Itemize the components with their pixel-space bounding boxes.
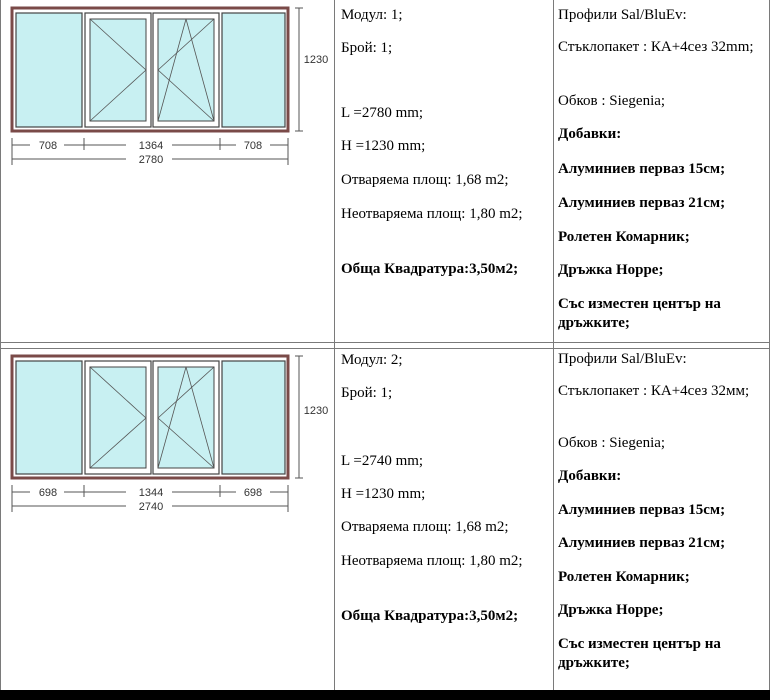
extra-item: Ролетен Комарник; (558, 569, 690, 585)
extra-item: Алуминиев перваз 15см; (558, 502, 726, 518)
profiles-line: Профили Sal/BluEv: (558, 7, 687, 23)
extras-heading: Добавки: (558, 468, 622, 484)
right-pane-width-label: 698 (243, 487, 263, 499)
middle-width-label: 1364 (138, 140, 164, 152)
extra-item: Ролетен Комарник; (558, 229, 690, 245)
hardware-line: Обков : Siegenia; (558, 435, 666, 451)
length-value: L =2780 mm; (341, 105, 424, 121)
module-1-details (558, 0, 770, 342)
total-area: Обща Квадратура:3,50м2; (341, 261, 519, 277)
right-pane-width-label: 708 (243, 140, 263, 152)
glass-unit-line: Стъклопакет : КА+4сез 32мм; (558, 383, 750, 399)
window-drawing-module-1 (0, 0, 334, 175)
extra-item: Дръжка Hoppe; (558, 262, 664, 278)
module-number: Модул: 1; (341, 7, 403, 23)
bottom-edge-bar (0, 690, 770, 700)
column-divider (334, 0, 335, 690)
opening-area: Отваряема площ: 1,68 m2; (341, 519, 509, 535)
module-2-details (558, 348, 770, 690)
total-width-label: 2740 (138, 501, 164, 513)
extras-heading: Добавки: (558, 126, 622, 142)
module-1-specs (341, 0, 551, 342)
height-dimension-label: 1230 (303, 405, 329, 417)
left-pane-width-label: 698 (38, 487, 58, 499)
left-pane-width-label: 708 (38, 140, 58, 152)
fixed-area: Неотваряема площ: 1,80 m2; (341, 553, 523, 569)
profiles-line: Профили Sal/BluEv: (558, 351, 687, 367)
total-area: Обща Квадратура:3,50м2; (341, 608, 519, 624)
glass-unit-line: Стъклопакет : КА+4сез 32mm; (558, 39, 754, 55)
module-2-specs (341, 348, 551, 690)
unit-count: Брой: 1; (341, 40, 393, 56)
middle-width-label: 1344 (138, 487, 164, 499)
height-dimension-label: 1230 (303, 54, 329, 66)
extra-item: Алуминиев перваз 21см; (558, 535, 726, 551)
opening-area: Отваряема площ: 1,68 m2; (341, 172, 509, 188)
module-number: Модул: 2; (341, 352, 403, 368)
fixed-area: Неотваряема площ: 1,80 m2; (341, 206, 523, 222)
extra-item: Със изместен център на дръжките; (558, 636, 721, 671)
height-value: H =1230 mm; (341, 138, 426, 154)
length-value: L =2740 mm; (341, 453, 424, 469)
hardware-line: Обков : Siegenia; (558, 93, 666, 109)
extra-item: Алуминиев перваз 21см; (558, 195, 726, 211)
height-value: H =1230 mm; (341, 486, 426, 502)
window-drawing-module-2 (0, 348, 334, 523)
row-divider (0, 342, 770, 343)
column-divider (553, 0, 554, 690)
extra-item: Алуминиев перваз 15см; (558, 161, 726, 177)
total-width-label: 2780 (138, 154, 164, 166)
unit-count: Брой: 1; (341, 385, 393, 401)
extra-item: Дръжка Hoppe; (558, 602, 664, 618)
extra-item: Със изместен център на дръжките; (558, 296, 721, 331)
